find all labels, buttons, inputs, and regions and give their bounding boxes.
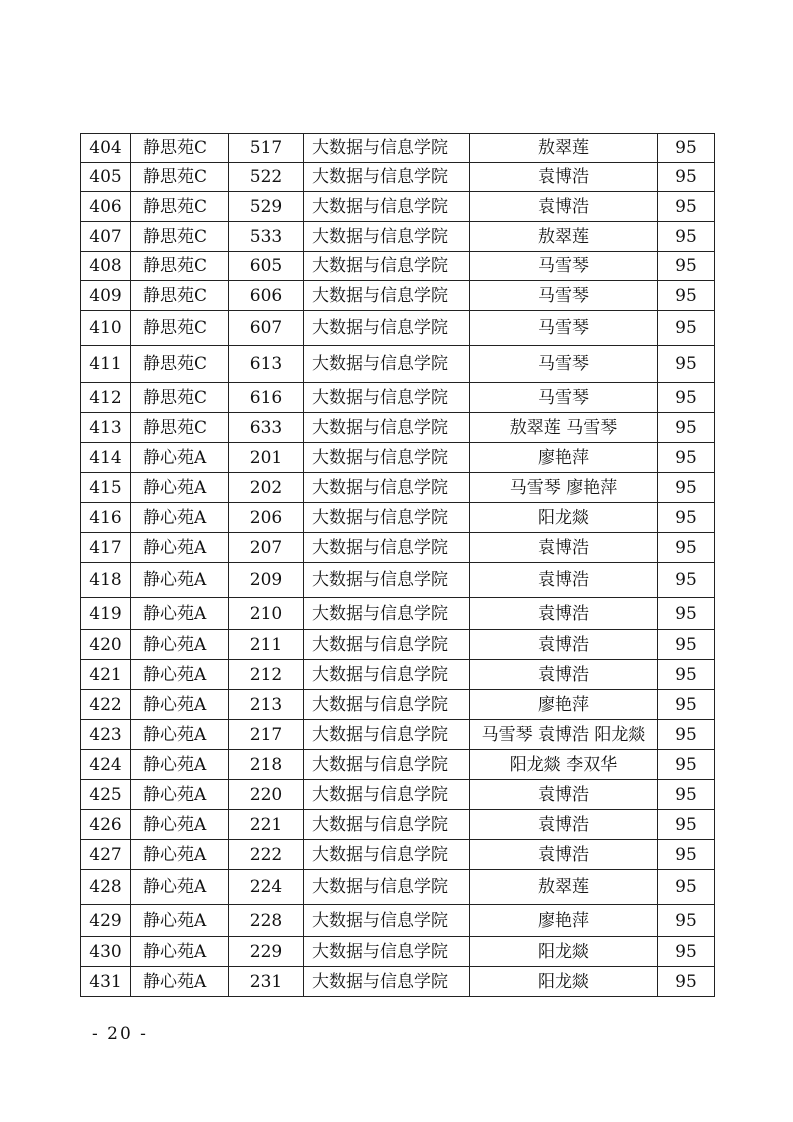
room-number-cell: 220 <box>229 780 304 810</box>
room-number-cell: 228 <box>229 905 304 937</box>
building-cell: 静心苑A <box>131 720 229 750</box>
building-cell: 静思苑C <box>131 281 229 311</box>
row-number-cell: 429 <box>81 905 131 937</box>
teacher-cell: 马雪琴 <box>470 383 658 413</box>
row-number-cell: 404 <box>81 134 131 163</box>
table-row <box>81 383 715 413</box>
room-number-cell: 224 <box>229 870 304 905</box>
row-number-cell: 425 <box>81 780 131 810</box>
score-cell: 95 <box>658 780 715 810</box>
room-number-cell: 221 <box>229 810 304 840</box>
table-row <box>81 473 715 503</box>
building-cell: 静心苑A <box>131 967 229 997</box>
table-row <box>81 937 715 967</box>
row-number-cell: 424 <box>81 750 131 780</box>
college-cell: 大数据与信息学院 <box>304 383 470 413</box>
score-cell: 95 <box>658 720 715 750</box>
teacher-cell: 廖艳萍 <box>470 905 658 937</box>
room-number-cell: 211 <box>229 630 304 660</box>
room-number-cell: 213 <box>229 690 304 720</box>
teacher-cell: 马雪琴 <box>470 346 658 383</box>
building-cell: 静心苑A <box>131 870 229 905</box>
teacher-cell: 袁博浩 <box>470 598 658 630</box>
score-cell: 95 <box>658 840 715 870</box>
row-number-cell: 406 <box>81 192 131 222</box>
building-cell: 静心苑A <box>131 810 229 840</box>
building-cell: 静思苑C <box>131 134 229 163</box>
building-cell: 静思苑C <box>131 311 229 346</box>
college-cell: 大数据与信息学院 <box>304 840 470 870</box>
score-cell: 95 <box>658 905 715 937</box>
table-row <box>81 598 715 630</box>
college-cell: 大数据与信息学院 <box>304 192 470 222</box>
table-row <box>81 281 715 311</box>
table-body <box>81 134 715 997</box>
row-number-cell: 428 <box>81 870 131 905</box>
college-cell: 大数据与信息学院 <box>304 937 470 967</box>
room-number-cell: 210 <box>229 598 304 630</box>
building-cell: 静心苑A <box>131 660 229 690</box>
score-cell: 95 <box>658 473 715 503</box>
building-cell: 静思苑C <box>131 413 229 443</box>
teacher-cell: 阳龙燚 <box>470 503 658 533</box>
score-cell: 95 <box>658 443 715 473</box>
row-number-cell: 415 <box>81 473 131 503</box>
score-cell: 95 <box>658 690 715 720</box>
table-row <box>81 134 715 163</box>
table-row <box>81 967 715 997</box>
score-cell: 95 <box>658 281 715 311</box>
college-cell: 大数据与信息学院 <box>304 967 470 997</box>
table-row <box>81 533 715 563</box>
table-row <box>81 163 715 192</box>
teacher-cell: 袁博浩 <box>470 780 658 810</box>
building-cell: 静心苑A <box>131 905 229 937</box>
row-number-cell: 410 <box>81 311 131 346</box>
college-cell: 大数据与信息学院 <box>304 473 470 503</box>
room-number-cell: 633 <box>229 413 304 443</box>
score-cell: 95 <box>658 937 715 967</box>
row-number-cell: 411 <box>81 346 131 383</box>
table-row <box>81 630 715 660</box>
table-row <box>81 443 715 473</box>
row-number-cell: 418 <box>81 563 131 598</box>
score-cell: 95 <box>658 383 715 413</box>
teacher-cell: 廖艳萍 <box>470 690 658 720</box>
college-cell: 大数据与信息学院 <box>304 660 470 690</box>
dormitory-score-table <box>80 133 715 997</box>
score-cell: 95 <box>658 163 715 192</box>
table-row <box>81 840 715 870</box>
college-cell: 大数据与信息学院 <box>304 413 470 443</box>
table-row <box>81 660 715 690</box>
teacher-cell: 敖翠莲 <box>470 134 658 163</box>
teacher-cell: 廖艳萍 <box>470 443 658 473</box>
college-cell: 大数据与信息学院 <box>304 598 470 630</box>
room-number-cell: 607 <box>229 311 304 346</box>
row-number-cell: 407 <box>81 222 131 252</box>
row-number-cell: 431 <box>81 967 131 997</box>
room-number-cell: 229 <box>229 937 304 967</box>
row-number-cell: 419 <box>81 598 131 630</box>
table-row <box>81 750 715 780</box>
college-cell: 大数据与信息学院 <box>304 222 470 252</box>
teacher-cell: 敖翠莲 <box>470 222 658 252</box>
room-number-cell: 231 <box>229 967 304 997</box>
page-number: - 20 - <box>92 1024 148 1044</box>
college-cell: 大数据与信息学院 <box>304 905 470 937</box>
table-row <box>81 192 715 222</box>
room-number-cell: 529 <box>229 192 304 222</box>
table-row <box>81 720 715 750</box>
score-cell: 95 <box>658 630 715 660</box>
room-number-cell: 533 <box>229 222 304 252</box>
building-cell: 静心苑A <box>131 503 229 533</box>
score-cell: 95 <box>658 503 715 533</box>
row-number-cell: 421 <box>81 660 131 690</box>
row-number-cell: 427 <box>81 840 131 870</box>
room-number-cell: 522 <box>229 163 304 192</box>
row-number-cell: 423 <box>81 720 131 750</box>
teacher-cell: 袁博浩 <box>470 163 658 192</box>
building-cell: 静心苑A <box>131 563 229 598</box>
building-cell: 静心苑A <box>131 533 229 563</box>
table-row <box>81 252 715 281</box>
teacher-cell: 敖翠莲 马雪琴 <box>470 413 658 443</box>
building-cell: 静思苑C <box>131 346 229 383</box>
building-cell: 静心苑A <box>131 780 229 810</box>
score-cell: 95 <box>658 660 715 690</box>
room-number-cell: 206 <box>229 503 304 533</box>
teacher-cell: 敖翠莲 <box>470 870 658 905</box>
score-cell: 95 <box>658 413 715 443</box>
teacher-cell: 阳龙燚 <box>470 967 658 997</box>
room-number-cell: 605 <box>229 252 304 281</box>
building-cell: 静心苑A <box>131 630 229 660</box>
teacher-cell: 阳龙燚 <box>470 937 658 967</box>
row-number-cell: 414 <box>81 443 131 473</box>
room-number-cell: 218 <box>229 750 304 780</box>
building-cell: 静思苑C <box>131 163 229 192</box>
teacher-cell: 马雪琴 袁博浩 阳龙燚 <box>470 720 658 750</box>
row-number-cell: 422 <box>81 690 131 720</box>
room-number-cell: 201 <box>229 443 304 473</box>
college-cell: 大数据与信息学院 <box>304 563 470 598</box>
room-number-cell: 217 <box>229 720 304 750</box>
score-cell: 95 <box>658 810 715 840</box>
table-row <box>81 346 715 383</box>
building-cell: 静心苑A <box>131 750 229 780</box>
score-cell: 95 <box>658 967 715 997</box>
college-cell: 大数据与信息学院 <box>304 720 470 750</box>
room-number-cell: 202 <box>229 473 304 503</box>
table-row <box>81 690 715 720</box>
row-number-cell: 416 <box>81 503 131 533</box>
teacher-cell: 袁博浩 <box>470 533 658 563</box>
room-number-cell: 209 <box>229 563 304 598</box>
row-number-cell: 420 <box>81 630 131 660</box>
building-cell: 静思苑C <box>131 192 229 222</box>
score-cell: 95 <box>658 750 715 780</box>
teacher-cell: 袁博浩 <box>470 630 658 660</box>
row-number-cell: 409 <box>81 281 131 311</box>
row-number-cell: 413 <box>81 413 131 443</box>
college-cell: 大数据与信息学院 <box>304 503 470 533</box>
building-cell: 静心苑A <box>131 840 229 870</box>
college-cell: 大数据与信息学院 <box>304 443 470 473</box>
college-cell: 大数据与信息学院 <box>304 311 470 346</box>
teacher-cell: 袁博浩 <box>470 563 658 598</box>
score-cell: 95 <box>658 252 715 281</box>
row-number-cell: 405 <box>81 163 131 192</box>
score-cell: 95 <box>658 533 715 563</box>
college-cell: 大数据与信息学院 <box>304 533 470 563</box>
table-row <box>81 780 715 810</box>
room-number-cell: 616 <box>229 383 304 413</box>
college-cell: 大数据与信息学院 <box>304 163 470 192</box>
table-row <box>81 311 715 346</box>
score-cell: 95 <box>658 192 715 222</box>
building-cell: 静心苑A <box>131 443 229 473</box>
college-cell: 大数据与信息学院 <box>304 690 470 720</box>
table-row <box>81 503 715 533</box>
score-cell: 95 <box>658 134 715 163</box>
table-row <box>81 222 715 252</box>
table-row <box>81 563 715 598</box>
college-cell: 大数据与信息学院 <box>304 630 470 660</box>
row-number-cell: 430 <box>81 937 131 967</box>
score-cell: 95 <box>658 222 715 252</box>
row-number-cell: 408 <box>81 252 131 281</box>
teacher-cell: 马雪琴 廖艳萍 <box>470 473 658 503</box>
teacher-cell: 袁博浩 <box>470 192 658 222</box>
teacher-cell: 袁博浩 <box>470 810 658 840</box>
table-row <box>81 870 715 905</box>
row-number-cell: 417 <box>81 533 131 563</box>
room-number-cell: 207 <box>229 533 304 563</box>
building-cell: 静思苑C <box>131 383 229 413</box>
building-cell: 静心苑A <box>131 473 229 503</box>
table-row <box>81 413 715 443</box>
college-cell: 大数据与信息学院 <box>304 870 470 905</box>
college-cell: 大数据与信息学院 <box>304 750 470 780</box>
score-cell: 95 <box>658 346 715 383</box>
building-cell: 静心苑A <box>131 690 229 720</box>
row-number-cell: 426 <box>81 810 131 840</box>
college-cell: 大数据与信息学院 <box>304 252 470 281</box>
room-number-cell: 517 <box>229 134 304 163</box>
room-number-cell: 222 <box>229 840 304 870</box>
college-cell: 大数据与信息学院 <box>304 810 470 840</box>
building-cell: 静思苑C <box>131 222 229 252</box>
college-cell: 大数据与信息学院 <box>304 281 470 311</box>
teacher-cell: 马雪琴 <box>470 311 658 346</box>
teacher-cell: 阳龙燚 李双华 <box>470 750 658 780</box>
score-cell: 95 <box>658 870 715 905</box>
score-cell: 95 <box>658 598 715 630</box>
score-cell: 95 <box>658 311 715 346</box>
room-number-cell: 613 <box>229 346 304 383</box>
college-cell: 大数据与信息学院 <box>304 134 470 163</box>
building-cell: 静心苑A <box>131 598 229 630</box>
table-row <box>81 810 715 840</box>
teacher-cell: 马雪琴 <box>470 252 658 281</box>
building-cell: 静思苑C <box>131 252 229 281</box>
teacher-cell: 袁博浩 <box>470 660 658 690</box>
room-number-cell: 606 <box>229 281 304 311</box>
score-cell: 95 <box>658 563 715 598</box>
teacher-cell: 袁博浩 <box>470 840 658 870</box>
row-number-cell: 412 <box>81 383 131 413</box>
college-cell: 大数据与信息学院 <box>304 346 470 383</box>
building-cell: 静心苑A <box>131 937 229 967</box>
room-number-cell: 212 <box>229 660 304 690</box>
college-cell: 大数据与信息学院 <box>304 780 470 810</box>
table-row <box>81 905 715 937</box>
teacher-cell: 马雪琴 <box>470 281 658 311</box>
